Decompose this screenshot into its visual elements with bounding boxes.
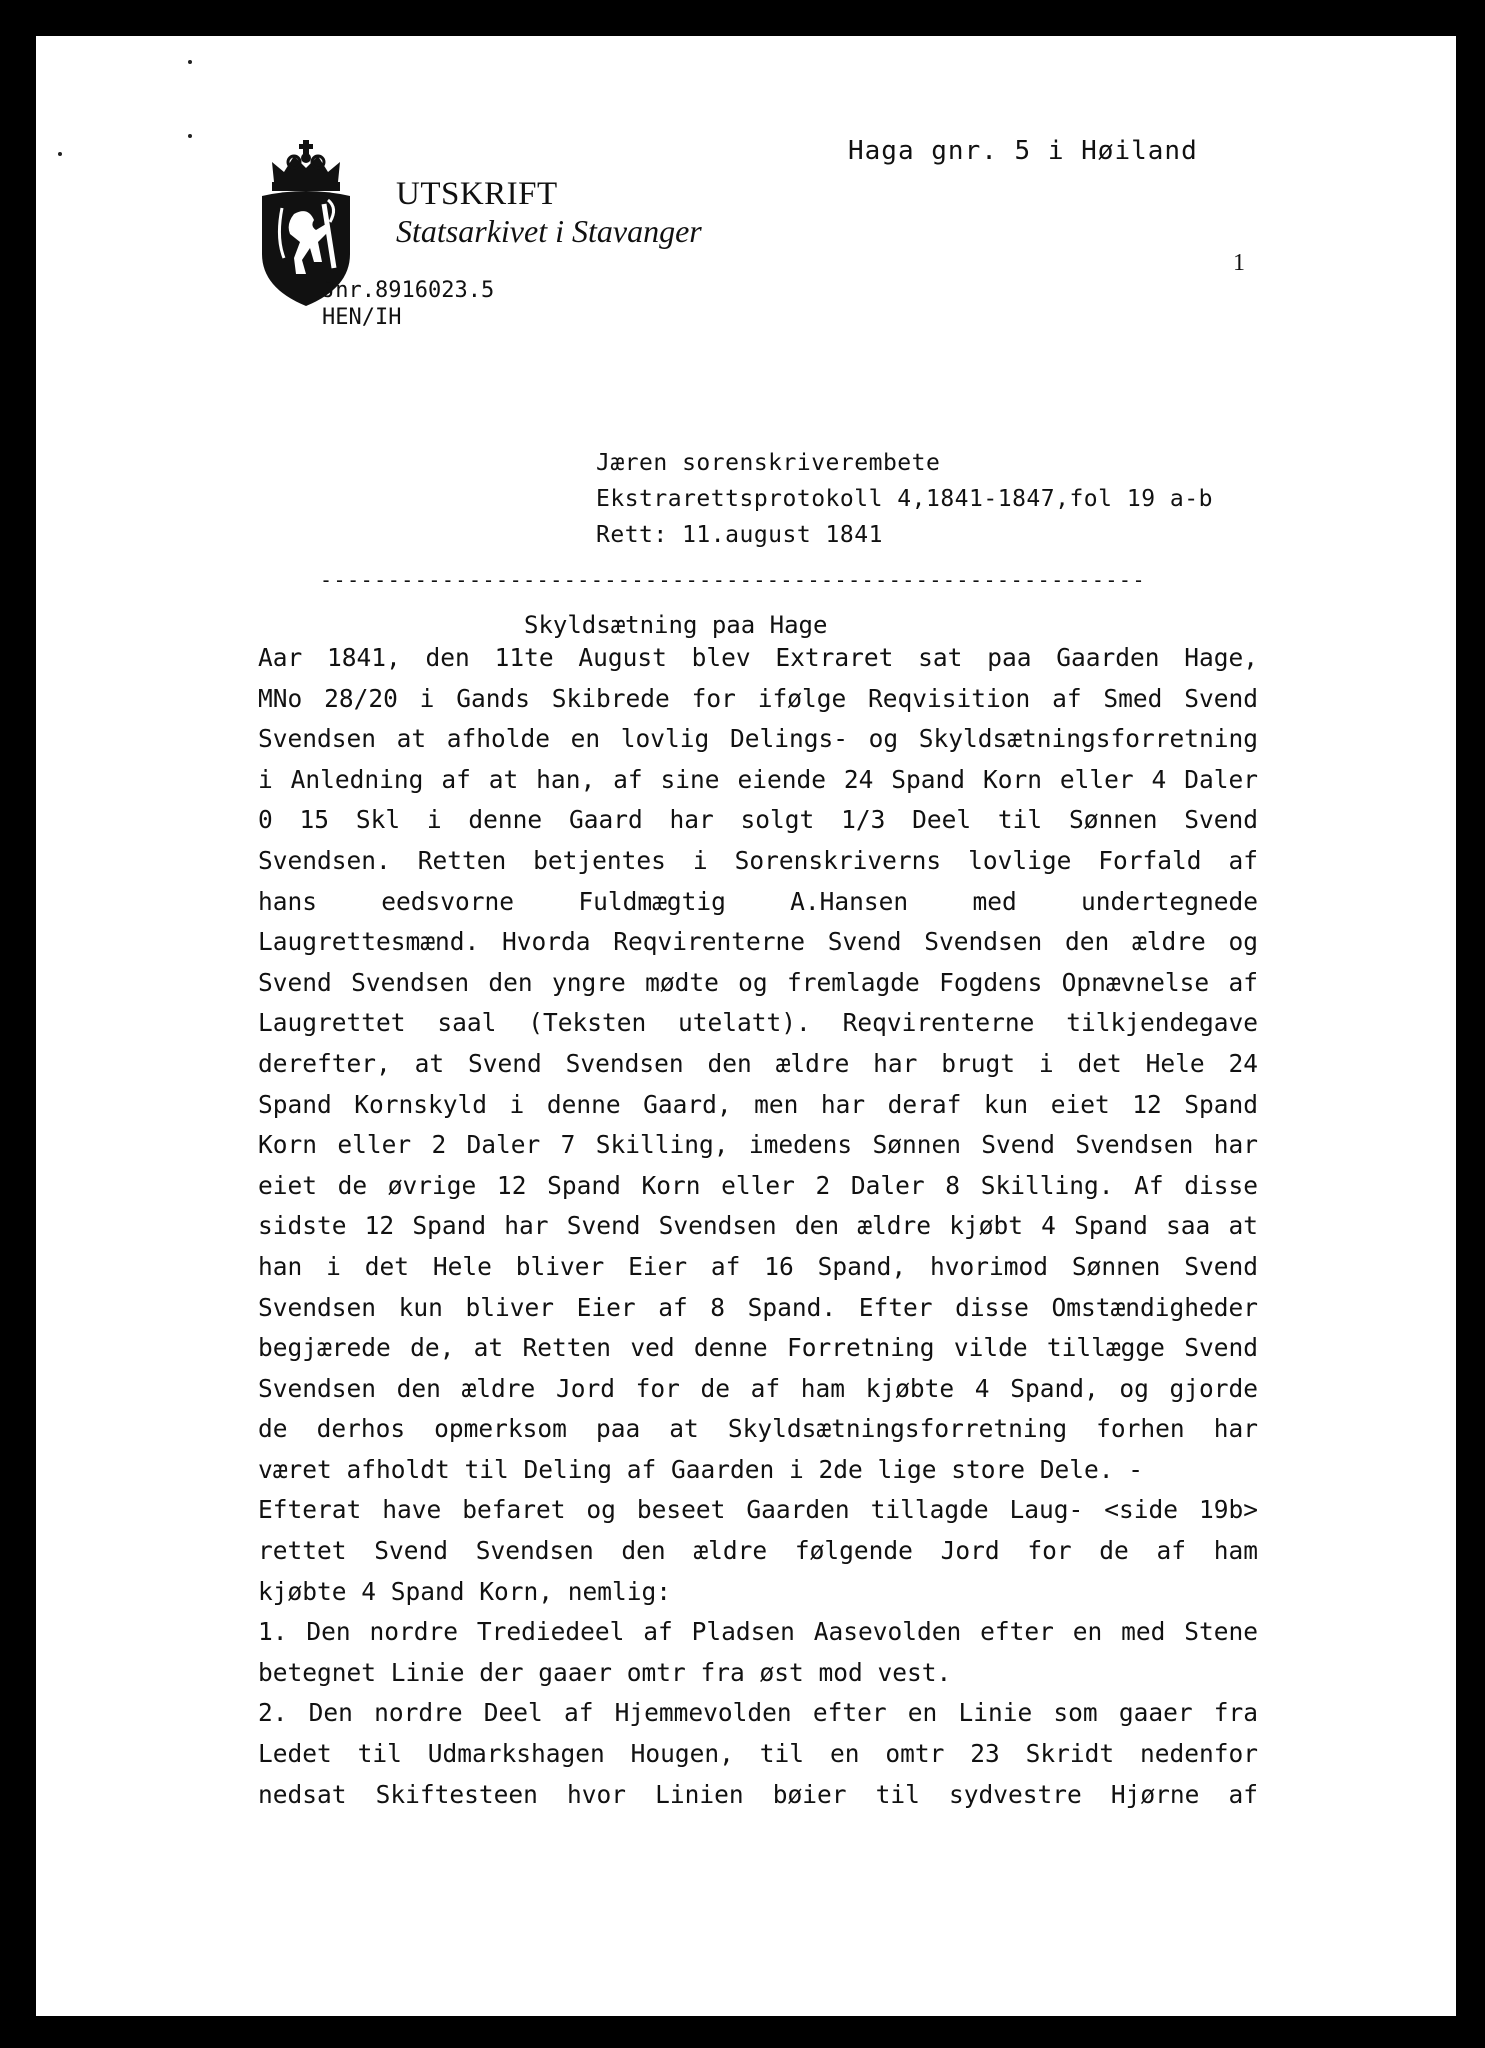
body-line: Spand Kornskyld i denne Gaard, men har deraf kun eiet 12 Spand bbox=[258, 1089, 1258, 1119]
body-line: Svendsen kun bliver Eier af 8 Spand. Efter disse Omstændigheder bbox=[258, 1292, 1258, 1322]
body-line: begjærede de, at Retten ved denne Forretning vilde tillægge Svend bbox=[258, 1333, 1258, 1363]
body-line: Svendsen den ældre Jord for de af ham kjøbte 4 Spand, og gjorde bbox=[258, 1373, 1258, 1403]
body-line: Svend Svendsen den yngre mødte og fremlagde Fogdens Opnævnelse af bbox=[258, 967, 1258, 997]
scan-speck bbox=[58, 152, 62, 156]
body-line: rettet Svend Svendsen den ældre følgende Jord for de af ham bbox=[258, 1536, 1258, 1566]
body-line: Korn eller 2 Daler 7 Skilling, imedens Sønnen Svend Svendsen har bbox=[258, 1130, 1258, 1160]
scan-speck bbox=[188, 60, 192, 64]
body-line: Svendsen. Retten betjentes i Sorenskriverns lovlige Forfald af bbox=[258, 845, 1258, 875]
body-line: været afholdt til Deling af Gaarden i 2de lige store Dele. - bbox=[258, 1454, 1144, 1484]
body-line: Aar 1841, den 11te August blev Extraret sat paa Gaarden Hage, bbox=[258, 643, 1258, 672]
body-line: hans eedsvorne Fuldmægtig A.Hansen med undertegnede bbox=[258, 886, 1258, 916]
body-line: de derhos opmerksom paa at Skyldsætningsforretning forhen har bbox=[258, 1414, 1258, 1444]
body-line: han i det Hele bliver Eier af 16 Spand, hvorimod Sønnen Svend bbox=[258, 1251, 1258, 1281]
property-heading: Haga gnr. 5 i Høiland bbox=[848, 136, 1198, 166]
document-title: Skyldsætning paa Hage bbox=[524, 611, 828, 639]
initials: HEN/IH bbox=[322, 305, 402, 330]
body-line: kjøbte 4 Spand Korn, nemlig: bbox=[258, 1576, 672, 1606]
body-line: Laugrettesmænd. Hvorda Reqvirenterne Svend Svendsen den ældre og bbox=[258, 927, 1258, 957]
stamp-title: UTSKRIFT bbox=[396, 176, 558, 212]
reference-block bbox=[322, 277, 494, 331]
stamp-subtitle: Statsarkivet i Stavanger bbox=[396, 213, 702, 249]
document-page bbox=[36, 36, 1456, 2016]
body-line: sidste 12 Spand har Svend Svendsen den ældre kjøbt 4 Spand saa at bbox=[258, 1211, 1258, 1241]
body-line: betegnet Linie der gaaer omtr fra øst mod vest. bbox=[258, 1657, 952, 1687]
body-line: Laugrettet saal (Teksten utelatt). Reqvirenterne tilkjendegave bbox=[258, 1008, 1258, 1038]
office-name: Jæren sorenskriverembete bbox=[596, 450, 941, 476]
body-text bbox=[258, 638, 1258, 1815]
body-line: Ledet til Udmarkshagen Hougen, til en omtr 23 Skridt nedenfor bbox=[258, 1739, 1258, 1769]
body-line: nedsat Skiftesteen hvor Linien bøier til sydvestre Hjørne af bbox=[258, 1779, 1258, 1809]
dashed-separator: ------------------------------------------------------------- bbox=[320, 568, 1147, 592]
body-line: 0 15 Skl i denne Gaard har solgt 1/3 Deel til Sønnen Svend bbox=[258, 805, 1258, 835]
journal-number: Jnr.8916023.5 bbox=[322, 278, 495, 303]
page-number: 1 bbox=[1233, 250, 1245, 276]
body-line: Svendsen at afholde en lovlig Delings- og Skyldsætningsforretning bbox=[258, 724, 1258, 754]
body-line: Efterat have befaret og beseet Gaarden tillagde Laug- <side 19b> bbox=[258, 1495, 1258, 1525]
body-line: 2. Den nordre Deel af Hjemmevolden efter en Linie som gaaer fra bbox=[258, 1698, 1258, 1728]
body-line: eiet de øvrige 12 Spand Korn eller 2 Daler 8 Skilling. Af disse bbox=[258, 1170, 1258, 1200]
scan-speck bbox=[188, 134, 192, 138]
body-line: i Anledning af at han, af sine eiende 24 Spand Korn eller 4 Daler bbox=[258, 764, 1258, 794]
body-line: MNo 28/20 i Gands Skibrede for ifølge Reqvisition af Smed Svend bbox=[258, 683, 1258, 713]
protocol-reference: Ekstrarettsprotokoll 4,1841-1847,fol 19 a-b bbox=[596, 486, 1213, 512]
court-date: Rett: 11.august 1841 bbox=[596, 522, 883, 548]
body-line: derefter, at Svend Svendsen den ældre har brugt i det Hele 24 bbox=[258, 1048, 1258, 1078]
body-line: 1. Den nordre Trediedeel af Pladsen Aasevolden efter en med Stene bbox=[258, 1617, 1258, 1647]
